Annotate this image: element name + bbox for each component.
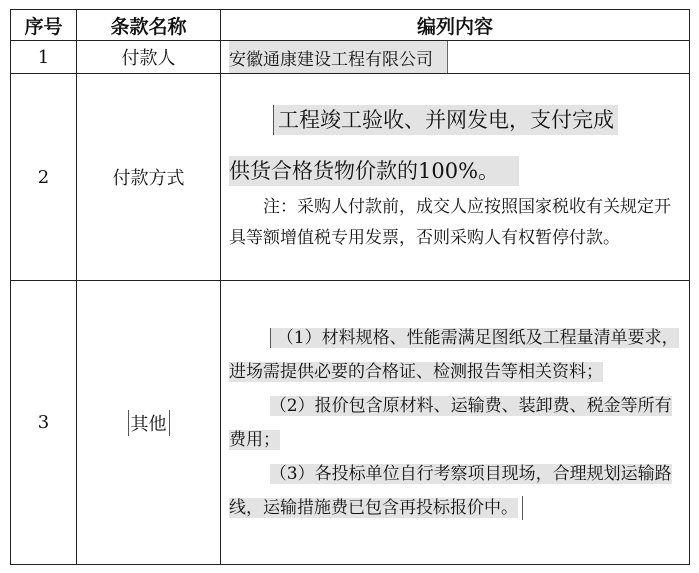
payer-value: 安徽通康建设工程有限公司: [229, 41, 448, 73]
row-number: 2: [11, 74, 77, 281]
table-row-payment-method: [11, 74, 690, 281]
terms-table: [10, 9, 690, 565]
term-name: 付款人: [77, 41, 221, 74]
row-number: 3: [11, 281, 77, 565]
other-item-1: （1）材料规格、性能需满足图纸及工程量清单要求，进场需提供必要的合格证、检测报告等相关资料；: [229, 327, 679, 382]
header-name: 条款名称: [77, 10, 221, 41]
term-name: 付款方式: [77, 74, 221, 281]
text-cursor-mark: [522, 496, 525, 520]
header-content: 编列内容: [221, 10, 690, 41]
payment-terms: [229, 100, 685, 186]
table-header-row: [11, 10, 690, 41]
term-content: [221, 281, 690, 565]
table-row-other: [11, 281, 690, 565]
payment-note: 注：采购人付款前，成交人应按照国家税收有关规定开具等额增值税专用发票，否则采购人有权暂停付款。: [229, 197, 671, 248]
table-row-payer: [11, 41, 690, 74]
term-content: [221, 41, 690, 74]
other-item-3: （3）各投标单位自行考察项目现场，合理规划运输路线，运输措施费已包含再投标报价中。: [229, 463, 672, 518]
other-item-2: （2）报价包含原材料、运输费、装卸费、税金等所有费用；: [229, 395, 672, 450]
term-name: 其他: [128, 410, 170, 436]
header-no: 序号: [11, 10, 77, 41]
term-content: [221, 74, 690, 281]
payment-line-2: 供货合格货物价款的100%。: [229, 156, 519, 186]
row-number: 1: [11, 41, 77, 74]
payment-line-1: 工程竣工验收、并网发电，支付完成: [273, 105, 618, 135]
term-name-cell: [77, 281, 221, 565]
